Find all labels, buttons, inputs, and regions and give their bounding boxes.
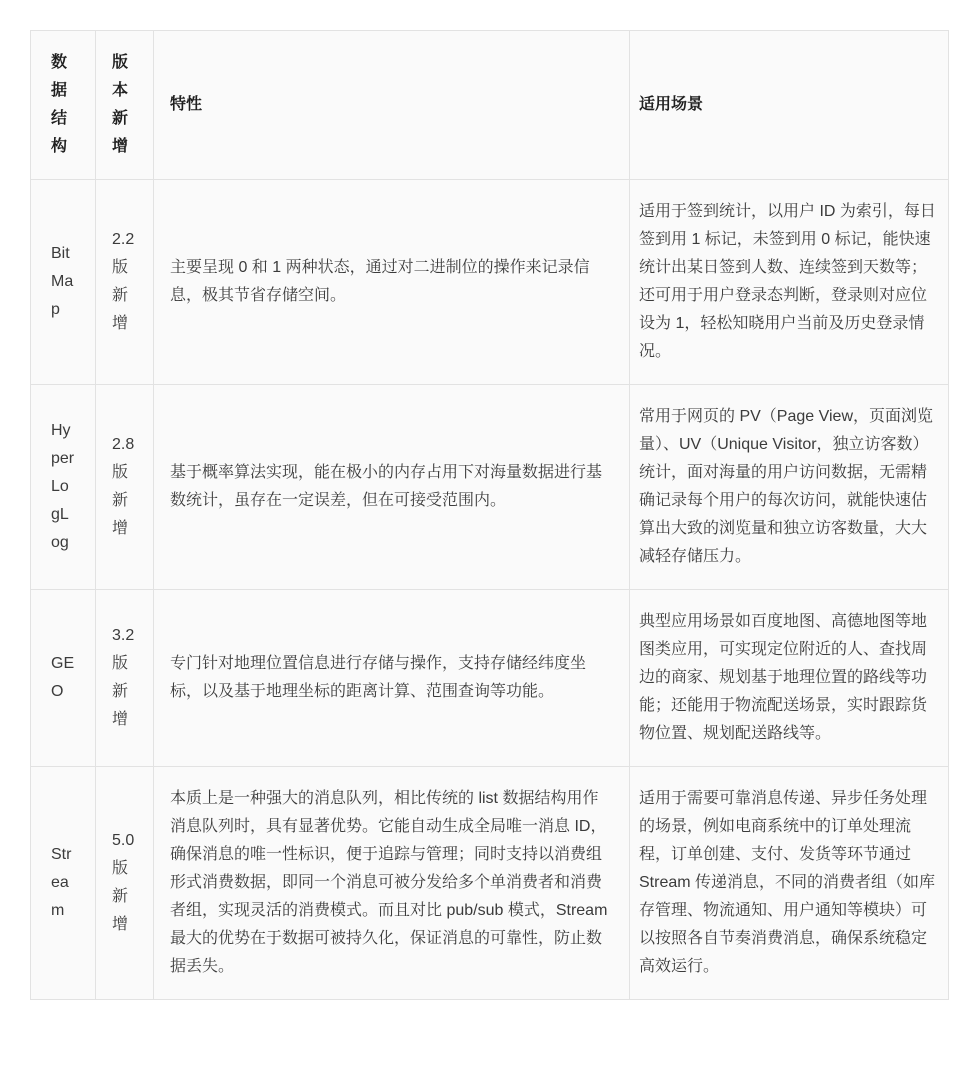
cell-feature-text: 本质上是一种强大的消息队列，相比传统的 list 数据结构用作消息队列时，具有显著优势。它能自动生成全局唯一消息 ID，确保消息的唯一性标识，便于追踪与管理；同时支持以消费组形式消费数据，即同一个消息可被分发给多个单消费者和消费者组，实现灵活的消费模式。而且对比 pub/sub 模式，Stream 最大的优势在于数据可被持久化，保证消息的可靠性，防止数据丢失。 xyxy=(154,767,630,1000)
cell-structure-name: GEO xyxy=(31,590,96,767)
cell-feature-text: 基于概率算法实现，能在极小的内存占用下对海量数据进行基数统计，虽存在一定误差，但在可接受范围内。 xyxy=(154,385,630,590)
cell-structure-name: HyperLogLog xyxy=(31,385,96,590)
cell-scenario-text: 典型应用场景如百度地图、高德地图等地图类应用，可实现定位附近的人、查找周边的商家、规划基于地理位置的路线等功能；还能用于物流配送场景，实时跟踪货物位置、规划配送路线等。 xyxy=(630,590,949,767)
table-row xyxy=(31,180,949,385)
cell-scenario-text: 适用于需要可靠消息传递、异步任务处理的场景，例如电商系统中的订单处理流程，订单创建、支付、发货等环节通过 Stream 传递消息，不同的消费者组（如库存管理、物流通知、用户通知等模块）可以按照各自节奏消费消息，确保系统稳定高效运行。 xyxy=(630,767,949,1000)
redis-data-structure-table xyxy=(30,30,949,1000)
header-cell-structure: 数据结构 xyxy=(31,31,96,180)
cell-scenario-text: 常用于网页的 PV（Page View，页面浏览量）、UV（Unique Visitor，独立访客数）统计，面对海量的用户访问数据，无需精确记录每个用户的每次访问，就能快速估算出大致的浏览量和独立访客数量，大大减轻存储压力。 xyxy=(630,385,949,590)
table-row xyxy=(31,385,949,590)
cell-version-added: 5.0版新增 xyxy=(96,767,154,1000)
table-row xyxy=(31,767,949,1000)
cell-scenario-text: 适用于签到统计，以用户 ID 为索引，每日签到用 1 标记，未签到用 0 标记，能快速统计出某日签到人数、连续签到天数等；还可用于用户登录态判断，登录则对应位设为 1，轻松知晓用户当前及历史登录情况。 xyxy=(630,180,949,385)
cell-structure-name: Stream xyxy=(31,767,96,1000)
header-cell-version: 版本新增 xyxy=(96,31,154,180)
header-cell-scenario: 适用场景 xyxy=(630,31,949,180)
cell-version-added: 2.2版新增 xyxy=(96,180,154,385)
cell-feature-text: 主要呈现 0 和 1 两种状态，通过对二进制位的操作来记录信息，极其节省存储空间。 xyxy=(154,180,630,385)
table-row xyxy=(31,590,949,767)
cell-structure-name: BitMap xyxy=(31,180,96,385)
cell-version-added: 3.2版新增 xyxy=(96,590,154,767)
header-cell-feature: 特性 xyxy=(154,31,630,180)
cell-version-added: 2.8版新增 xyxy=(96,385,154,590)
cell-feature-text: 专门针对地理位置信息进行存储与操作，支持存储经纬度坐标，以及基于地理坐标的距离计算、范围查询等功能。 xyxy=(154,590,630,767)
table-header-row xyxy=(31,31,949,180)
